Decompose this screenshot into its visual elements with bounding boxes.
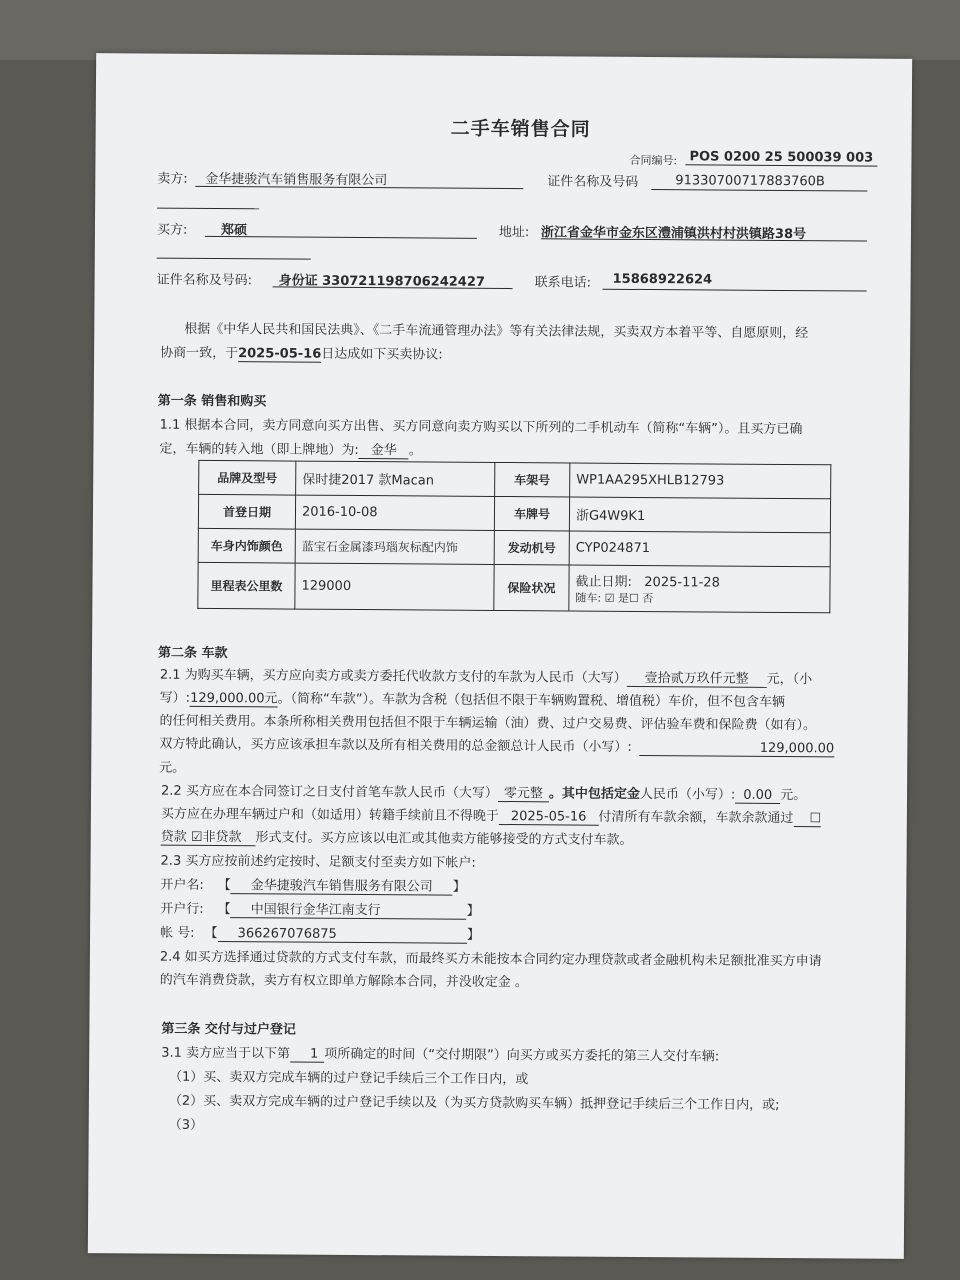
deposit-label: 。其中包括定金 xyxy=(548,786,640,802)
insurance-follow: 随车: ☑ 是☐ 否 xyxy=(575,591,654,606)
article-3-line-3: （2）买、卖双方完成车辆的过户登记手续以及（为买方贷款购买车辆）抵押登记手续后三个工作日内，或; xyxy=(168,1093,780,1113)
color-value: 蓝宝石金属漆玛瑙灰标配内饰 xyxy=(295,529,494,564)
agreement-date: 2025-05-16 xyxy=(238,346,322,362)
bank-row xyxy=(160,898,480,919)
deposit-small-label: 人民币（小写）: xyxy=(639,786,736,803)
vehicle-info-table xyxy=(197,460,831,613)
article-2-line-5: 元。 xyxy=(159,760,186,776)
article-2-line-4 xyxy=(159,733,834,757)
article-2-heading: 第二条 车款 xyxy=(157,645,228,662)
article-3-heading: 第三条 交付与过户登记 xyxy=(161,1021,296,1038)
first-payment-words: 零元整 xyxy=(498,786,549,802)
price-text-end: 元，（小 xyxy=(766,671,813,688)
insurance-expiry-label: 截止日期: xyxy=(575,574,632,590)
insurance-expiry xyxy=(575,571,823,592)
seller-id-label: 证件名称及号码 xyxy=(547,174,639,190)
delivery-option: 1 xyxy=(290,1047,324,1063)
deposit-unit: 元。 xyxy=(780,787,807,804)
bracket-left: 【 xyxy=(217,902,231,918)
account-name-row xyxy=(160,874,466,895)
delivery-text: 3.1 卖方应当于以下第 xyxy=(161,1045,291,1062)
seller-name: 金华捷骏汽车销售服务有限公司 xyxy=(205,171,388,189)
underline xyxy=(651,189,867,192)
vin-label: 车架号 xyxy=(495,462,570,497)
transfer-place-value: 金华 xyxy=(359,443,409,459)
seller-label: 卖方: xyxy=(157,171,188,187)
buyer-name: 郑硕 xyxy=(220,223,248,239)
brand-label: 品牌及型号 xyxy=(199,460,296,495)
seller-id-value: 91330700717883760B xyxy=(675,173,825,190)
underline xyxy=(157,208,259,210)
underline xyxy=(157,258,311,260)
intro-line-1: 根据《中华人民共和国民法典》、《二手车流通管理办法》等有关法律法规，买卖双方本着平等、自愿原则，经 xyxy=(184,321,809,342)
account-name-value: 金华捷骏汽车销售服务有限公司 xyxy=(231,878,453,896)
contract-no-label: 合同编号: xyxy=(629,153,678,168)
payment-method-text: 形式支付。买方应该以电汇或其他卖方能够接受的方式支付车款。 xyxy=(255,830,633,848)
deadline-text-end: 付清所有车款余额，车款余款通过 xyxy=(598,809,794,827)
account-no-label: 帐 号: xyxy=(160,925,195,941)
article-2-line-10: 2.4 如买方选择通过贷款的方式支付车款，而最终买方未能按本合同约定办理贷款或者金融机构未足额批准买方申请 xyxy=(159,949,822,970)
reg-date-value: 2016-10-08 xyxy=(295,495,494,530)
mileage-label: 里程表公里数 xyxy=(198,562,295,609)
article-1-line-2 xyxy=(159,438,422,459)
buyer-addr-value: 浙江省金华市金东区澧浦镇洪村村洪镇路38号 xyxy=(540,225,807,243)
total-label: 双方特此确认，买方应该承担车款以及所有相关费用的总金额总计人民币（小写）: xyxy=(159,736,632,755)
article-2-line-6 xyxy=(161,780,806,804)
bracket-left: 【 xyxy=(204,925,218,942)
brand-value: 保时捷2017 款Macan xyxy=(296,461,495,496)
article-1-heading: 第一条 销售和购买 xyxy=(157,393,267,410)
article-2-line-8 xyxy=(161,826,633,848)
buyer-addr-label: 地址: xyxy=(498,224,530,241)
bracket-left: 【 xyxy=(217,878,231,894)
mileage-value: 129000 xyxy=(295,563,494,610)
bracket-right: 】 xyxy=(466,903,480,919)
article-3-line-2: （1）买、卖双方完成车辆的过户登记手续后三个工作日内，或 xyxy=(168,1069,529,1088)
reg-date-label: 首登日期 xyxy=(198,494,295,529)
insurance-label: 保险状况 xyxy=(494,564,569,611)
bracket-right: 】 xyxy=(466,927,480,943)
intro-text-a: 协商一致，于 xyxy=(160,345,239,362)
bank-value: 中国银行金华江南支行 xyxy=(231,902,467,920)
bank-label: 开户行: xyxy=(160,901,204,917)
table-row xyxy=(199,460,831,498)
plate-label: 车牌号 xyxy=(494,496,569,531)
deposit-amount: 0.00 xyxy=(735,788,780,804)
buyer-id-value: 身份证 330721198706242427 xyxy=(278,273,486,290)
account-name-label: 开户名: xyxy=(160,877,204,893)
table-row xyxy=(198,528,830,566)
article-3-line-1 xyxy=(161,1042,719,1065)
background-surface xyxy=(0,0,960,60)
plate-value: 浙G4W9K1 xyxy=(569,497,830,533)
contract-no-value: POS 0200 25 500039 003 xyxy=(685,149,877,166)
delivery-text-end: 项所确定的时间（“交付期限”）向买方或买方委托的第三人交付车辆: xyxy=(324,1046,720,1065)
intro-line-2 xyxy=(160,342,443,363)
buyer-phone-label: 联系电话: xyxy=(534,275,592,291)
account-no-value: 366267076875 xyxy=(218,926,467,944)
deadline-date: 2025-05-16 xyxy=(499,809,599,826)
intro-text-b: 日达成如下买卖协议: xyxy=(321,346,443,363)
contract-page xyxy=(88,53,912,1259)
price-number: 129,000.00元 xyxy=(190,690,278,707)
first-payment-label: 2.2 买方应在本合同签订之日支付首笔车款人民币（大写） xyxy=(160,783,498,801)
engine-value: CYP024871 xyxy=(569,531,830,567)
account-no-row xyxy=(160,922,480,943)
transfer-place-end: 。 xyxy=(408,443,422,459)
vin-value: WP1AA295XHLB12793 xyxy=(570,463,831,499)
article-2-line-7 xyxy=(161,803,821,827)
buyer-phone-value: 15868922624 xyxy=(612,271,713,288)
article-1-line-1: 1.1 根据本合同，卖方同意向买方出售、买方同意向卖方购买以下所列的二手机动车（简称“车辆”）。且买方已确 xyxy=(159,417,803,438)
article-2-line-1 xyxy=(160,664,812,688)
insurance-cell xyxy=(569,565,830,613)
buyer-label: 买方: xyxy=(156,222,188,238)
article-2-line-9: 2.3 买方应按前述约定按时、足额支付至卖方如下帐户: xyxy=(160,853,476,871)
price-note: 。（简称“车款”）。车款为含税（包括但不限于车辆购置税、增值税）车价，但不包含车辆 xyxy=(277,691,786,710)
page-title: 二手车销售合同 xyxy=(450,117,591,141)
insurance-expiry-value: 2025-11-28 xyxy=(644,575,720,591)
table-row xyxy=(198,494,830,532)
price-small-label: 写）: xyxy=(159,690,191,706)
loan-checkbox: ☐ xyxy=(793,811,821,827)
price-text: 2.1 为购买车辆，买方应向卖方或卖方委托代收款方支付的车款为人民币（大写） xyxy=(159,667,627,686)
article-3-line-4: （3） xyxy=(168,1117,204,1133)
underline xyxy=(195,186,523,189)
price-words: 壹拾贰万玖仟元整 xyxy=(627,671,767,688)
color-label: 车身内饰颜色 xyxy=(198,528,295,563)
underline xyxy=(603,289,867,292)
deadline-text: 买方应在办理车辆过户和（如适用）转籍手续前且不得晚于 xyxy=(160,806,499,824)
table-row xyxy=(198,562,830,612)
article-2-line-3: 的任何相关费用。本条所称相关费用包括但不限于车辆运输（油）费、过户交易费、评估验车费和保险费（如有）。 xyxy=(159,713,817,734)
transfer-place-label: 定，车辆的转入地（即上牌地）为: xyxy=(159,441,359,459)
buyer-id-label: 证件名称及号码: xyxy=(156,272,253,289)
bracket-right: 】 xyxy=(452,879,466,895)
total-amount: 129,000.00 xyxy=(640,740,835,757)
article-2-line-11: 的汽车消费贷款，卖方有权立即单方解除本合同，并没收定金 。 xyxy=(159,972,528,991)
engine-label: 发动机号 xyxy=(494,530,569,565)
article-2-line-2 xyxy=(160,687,785,710)
payment-method: 贷款 ☑非贷款 xyxy=(161,830,256,847)
